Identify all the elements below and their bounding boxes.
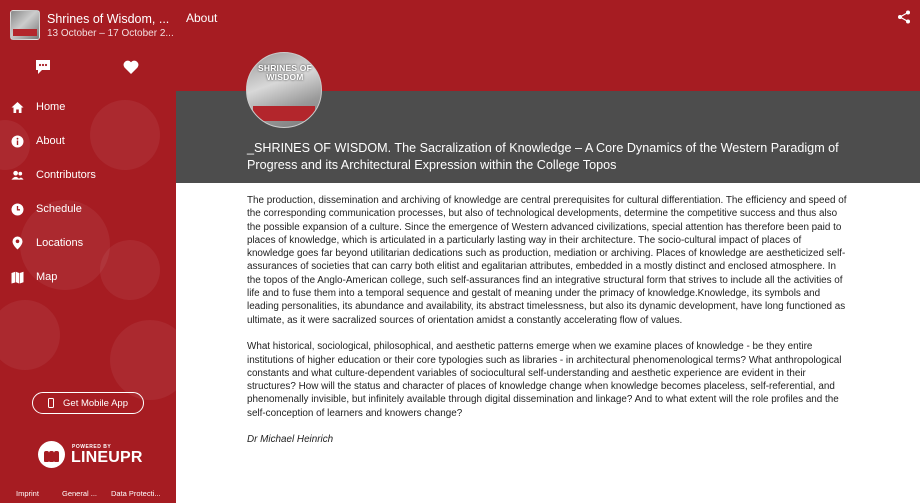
chat-icon[interactable] bbox=[34, 58, 56, 80]
lineupr-logo-icon bbox=[38, 441, 65, 468]
heart-icon[interactable] bbox=[122, 58, 144, 80]
footer-link-general[interactable]: General ... bbox=[62, 489, 98, 498]
get-mobile-app-label: Get Mobile App bbox=[63, 397, 128, 409]
description-paragraph: What historical, sociological, philosophical, and aesthetic patterns emerge when we examine places of knowledge - be they entire institutions of higher education or their core typologies such as libraries - in architectural phenomenological terms? What anthropological constants and what culture-dependent variables of sociocultural self-understanding and aesthetic experience are evident in their structures? How will the status and character of places of knowledge change when knowledge becomes placeless, self-referential, and phenomenally invisible, but infinitely available through digital dissemination and linkage? And to what extent will the role profiles and the self-conception of learners and knowers change? bbox=[247, 341, 842, 419]
event-dates: 13 October – 17 October 2... bbox=[47, 27, 174, 39]
session-author: Dr Michael Heinrich bbox=[247, 434, 334, 446]
get-mobile-app-button[interactable] bbox=[32, 392, 144, 414]
home-icon bbox=[11, 101, 24, 114]
pin-icon bbox=[11, 237, 24, 250]
sidebar-item-schedule[interactable] bbox=[0, 192, 176, 226]
sidebar-item-label: Contributors bbox=[36, 169, 96, 181]
sidebar-item-label: Locations bbox=[36, 237, 84, 249]
sidebar-item-label: Schedule bbox=[36, 203, 82, 215]
event-thumbnail bbox=[10, 10, 40, 40]
page-title: About bbox=[186, 11, 218, 25]
session-logo bbox=[246, 52, 322, 128]
map-icon bbox=[11, 271, 24, 284]
people-icon bbox=[11, 169, 24, 182]
phone-icon bbox=[48, 398, 54, 408]
powered-by-brand: LINEUPR bbox=[71, 449, 143, 466]
sidebar-nav bbox=[0, 90, 176, 294]
session-logo-text: SHRINES OF WISDOM bbox=[258, 63, 312, 82]
sidebar-item-label: About bbox=[36, 135, 65, 147]
sidebar-item-contributors[interactable] bbox=[0, 158, 176, 192]
footer-link-data-protection[interactable]: Data Protecti... bbox=[111, 489, 161, 498]
sidebar-item-about[interactable] bbox=[0, 124, 176, 158]
sidebar-item-locations[interactable] bbox=[0, 226, 176, 260]
info-icon bbox=[11, 135, 24, 148]
clock-icon bbox=[11, 203, 24, 216]
event-title: Shrines of Wisdom, ... bbox=[47, 11, 170, 26]
event-header[interactable] bbox=[0, 0, 176, 50]
sidebar-item-label: Map bbox=[36, 271, 58, 283]
session-description bbox=[247, 194, 849, 460]
description-paragraph: The production, dissemination and archiving of knowledge are central prerequisites for cultural differentiation. The efficiency and speed of the corresponding communication processes, but also of technological developments, determine the competitive success and thus also the possible expansion of a culture. Since the emergence of Western advanced civilizations, special attention has therefore been paid to places of knowledge, which is articulated in a particularly lasting way in their architecture. The socio-cultural impact of places of knowledge goes far beyond utilitarian dedications such as production, mediation or archiving. Places of knowledge are aestheticized self-assurances of societies that can carry both elitist and egalitarian attributes, embedded in a mostly distinct and enclosed atmosphere. In the topos of the Anglo-American college, such self-assurances find an integrative structural form that strives to include all the activities of life and to fuse them into a temporal sequence and gestalt of meaning under the primacy of knowledge.Knowledge, its symbols and leading personalities, its abundance and availability, its abstract timelessness, but also its dynamic development, have long functioned as ultimate, as it were sacralized sources of orientation amidst a constantly accelerating flow of values. bbox=[247, 195, 847, 326]
share-icon[interactable] bbox=[897, 10, 911, 24]
sidebar bbox=[0, 0, 176, 503]
quick-actions bbox=[0, 58, 176, 80]
sidebar-item-home[interactable] bbox=[0, 90, 176, 124]
session-logo-red-band bbox=[253, 106, 315, 121]
sidebar-item-map[interactable] bbox=[0, 260, 176, 294]
sidebar-item-label: Home bbox=[36, 101, 66, 113]
session-heading: _SHRINES OF WISDOM. The Sacralization of Knowledge – A Core Dynamics of the Western Paradigm of Progress and its Architectural Expression within the College Topos bbox=[247, 141, 839, 172]
powered-by-label: POWERED BY bbox=[72, 444, 112, 450]
footer-link-imprint[interactable]: Imprint bbox=[16, 489, 39, 498]
powered-by-logo[interactable] bbox=[38, 440, 148, 468]
